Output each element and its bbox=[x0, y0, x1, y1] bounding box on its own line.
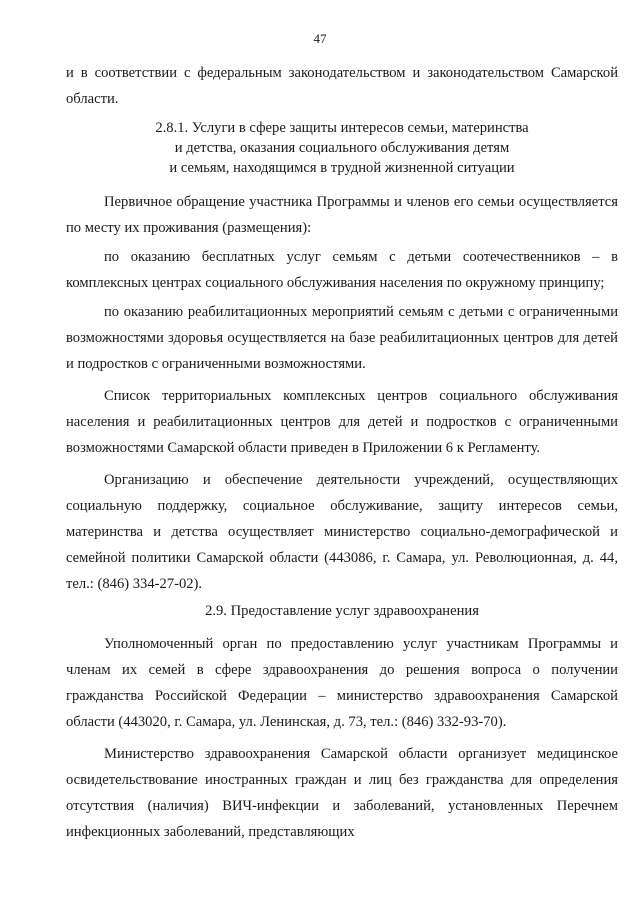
paragraph: Первичное обращение участника Программы и членов его семьи осуществляется по месту их проживания (размещения): bbox=[66, 194, 618, 236]
document-body bbox=[66, 60, 618, 845]
paragraph: Уполномоченный орган по предоставлению услуг участникам Программы и членам их семей в сфере здравоохранения до решения вопроса о получении гражданства Российской Федерации – министерство здравоохранения Самарской области (443020, г. Самара, ул. Ленинская, д. 73, тел.: (846) 332-93-70). bbox=[66, 636, 618, 730]
section-heading-2-8-1 bbox=[66, 118, 618, 178]
paragraph-continuation: и в соответствии с федеральным законодательством и законодательством Самарской области. bbox=[66, 65, 618, 107]
section-heading-2-9: 2.9. Предоставление услуг здравоохранения bbox=[205, 603, 479, 619]
paragraph: Организацию и обеспечение деятельности учреждений, осуществляющих социальную поддержку, социальное обслуживание, защиту интересов семьи, материнства и детства осуществляет министерство социально-демографической и семейной политики Самарской области (443086, г. Самара, ул. Революционная, д. 44, тел.: (846) 334-27-02). bbox=[66, 472, 618, 592]
paragraph: по оказанию бесплатных услуг семьям с детьми соотечественников – в комплексных центрах социального обслуживания населения по окружному принципу; bbox=[66, 249, 618, 291]
page-number: 47 bbox=[313, 31, 327, 46]
heading-line: и детства, оказания социального обслуживания детям bbox=[174, 140, 510, 156]
heading-line: 2.8.1. Услуги в сфере защиты интересов семьи, материнства bbox=[155, 120, 529, 136]
paragraph: Список территориальных комплексных центров социального обслуживания населения и реабилитационных центров для детей и подростков с ограниченными возможностями Самарской области приведен в Приложении 6 к Регламенту. bbox=[66, 388, 618, 456]
heading-line: и семьям, находящимся в трудной жизненной ситуации bbox=[169, 160, 515, 176]
paragraph: Министерство здравоохранения Самарской области организует медицинское освидетельствование иностранных граждан и лиц без гражданства для определения отсутствия (наличия) ВИЧ-инфекции и заболеваний, установленных Перечнем инфекционных заболеваний, представляющих bbox=[66, 746, 618, 840]
paragraph: по оказанию реабилитационных мероприятий семьям с детьми с ограниченными возможностями здоровья осуществляется на базе реабилитационных центров для детей и подростков с ограниченными возможностями. bbox=[66, 304, 618, 372]
